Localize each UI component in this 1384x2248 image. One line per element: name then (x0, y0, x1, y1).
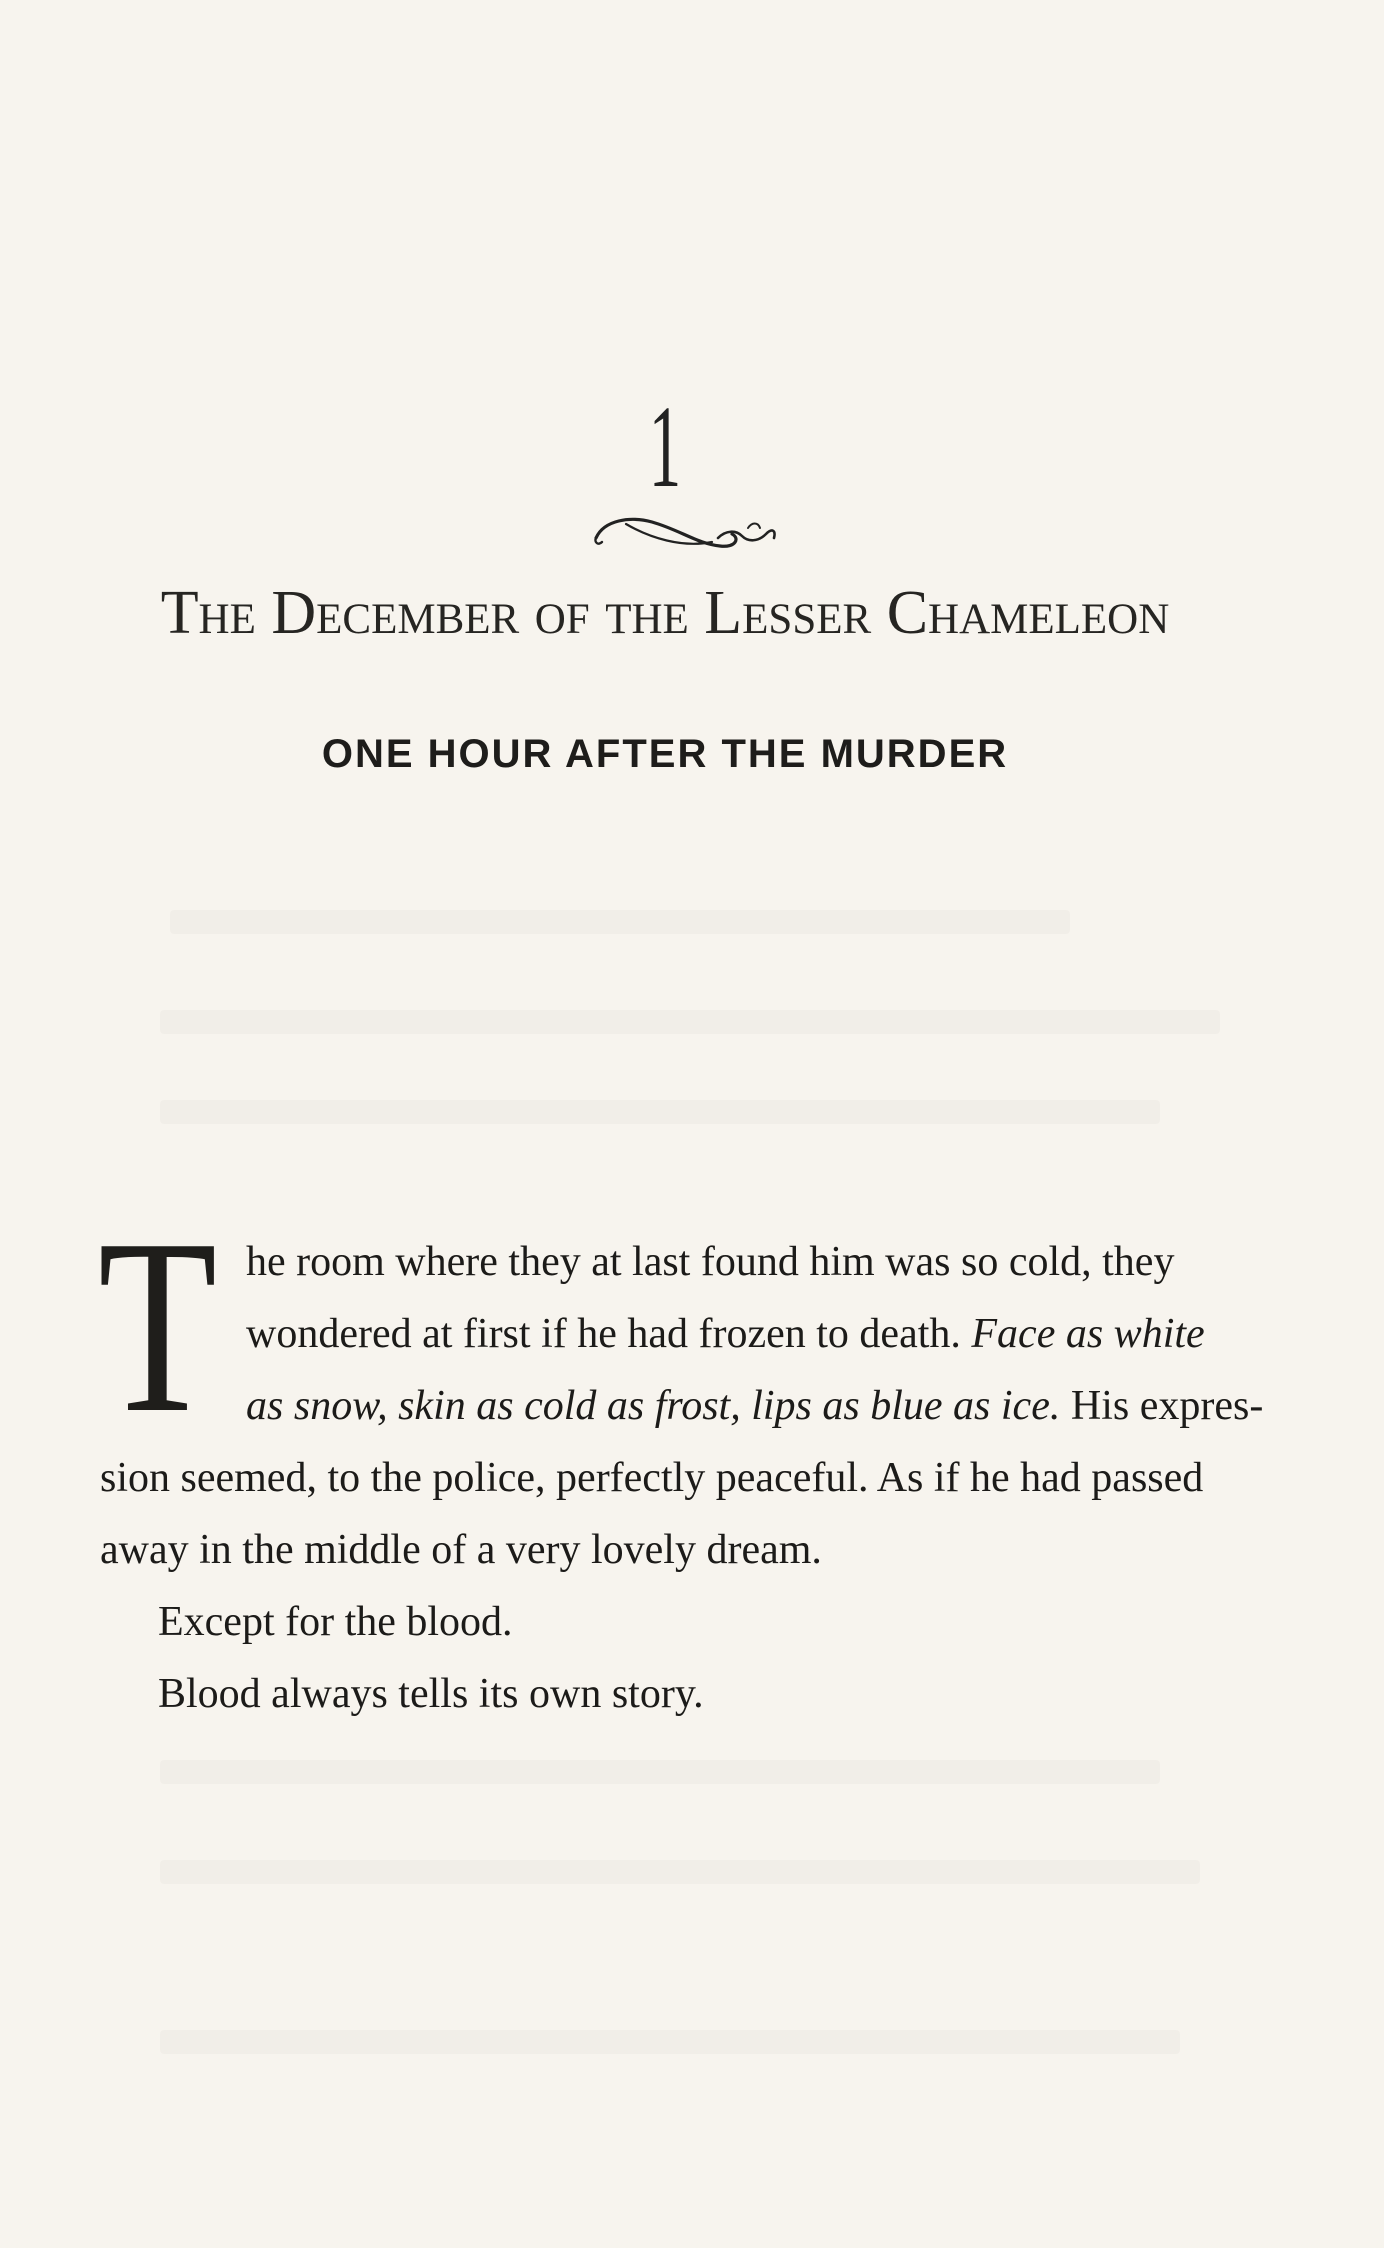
section-subheading: ONE HOUR AFTER THE MURDER (321, 732, 1009, 776)
show-through (160, 2030, 1180, 2054)
paragraph-line: wondered at first if he had frozen to death. Face as white (246, 1311, 1205, 1357)
paragraph-line: sion seemed, to the police, perfectly peaceful. As if he had passed (100, 1455, 1204, 1501)
show-through (170, 910, 1070, 934)
show-through (160, 1760, 1160, 1784)
drop-cap (98, 1188, 233, 1465)
chapter-title: The December of the Lesser Chameleon (160, 579, 1170, 647)
show-through (160, 1860, 1200, 1884)
paragraph-line: as snow, skin as cold as frost, lips as blue as ice. His expres- (246, 1383, 1264, 1429)
paragraph-line: away in the middle of a very lovely dream. (100, 1527, 822, 1573)
flourish-ornament-icon (590, 508, 780, 554)
chapter-number: 1 (648, 381, 682, 512)
show-through (160, 1100, 1160, 1124)
paragraph-line: Except for the blood. (158, 1599, 513, 1645)
drop-cap-letter: T (98, 1188, 218, 1465)
paragraph-line: he room where they at last found him was so cold, they (246, 1239, 1175, 1285)
paragraph-line: Blood always tells its own story. (158, 1671, 704, 1717)
show-through (160, 1010, 1220, 1034)
